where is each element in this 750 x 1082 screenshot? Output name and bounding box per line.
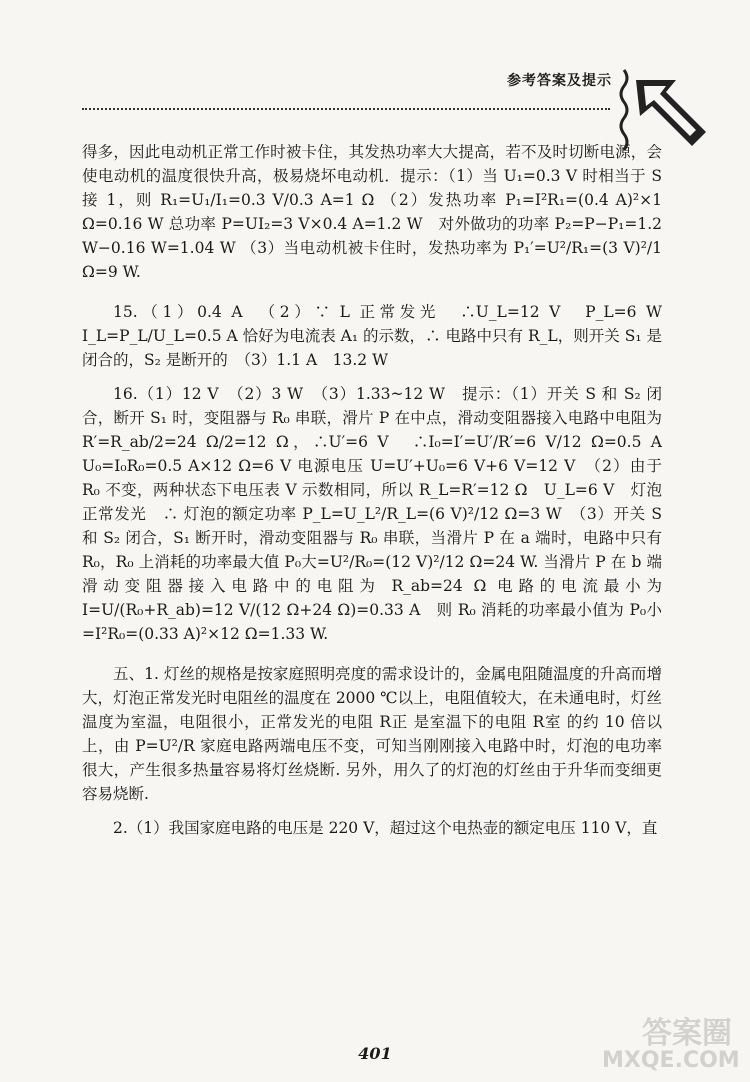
- running-header: 参考答案及提示: [507, 73, 612, 89]
- watermark-top-text: 答案圈: [642, 1016, 732, 1051]
- watermark-bottom-text: MXQE.COM: [602, 1048, 740, 1073]
- answer-paragraph-15: 15.（1）0.4 A （2）∵ L 正常发光 ∴U_L=12 V P_L=6 W I_L=P_L/U_L=0.5 A 恰好为电流表 A₁ 的示数，∴ 电路中只有 R_L，则开关 S₁ 是闭合的，S₂ 是断开的 （3）1.1 A 13.2 W: [82, 303, 678, 369]
- answer-paragraph-section5-2: 2.（1）我国家庭电路的电压是 220 V，超过这个电热壶的额定电压 110 V，直: [113, 819, 658, 837]
- answer-paragraph-section5-1: 五、1. 灯丝的规格是按家庭照明亮度的需求设计的，金属电阻随温度的升高而增大，灯泡正常发光时电阻丝的温度在 2000 ℃以上，电阻值较大，在未通电时，灯丝温度为室温，电阻很小，正常发光的电阻 R正 是室温下的电阻 R室 的约 10 倍以上，由 P=U²/R 家庭电路两端电压不变，可知当刚刚接入电路中时，灯泡的电功率很大，产生很多热量容易将灯丝烧断. 另外，用久了的灯泡的灯丝由于升华而变细更容易烧断.: [82, 665, 662, 803]
- answer-content: [82, 140, 678, 850]
- watermark-logo: [602, 1008, 740, 1078]
- header-dotted-rule: [82, 108, 610, 110]
- page-number: 401: [358, 1044, 392, 1063]
- answer-paragraph-16: 16.（1）12 V （2）3 W （3）1.33~12 W 提示：（1）开关 S 和 S₂ 闭合，断开 S₁ 时，变阻器与 R₀ 串联，滑片 P 在中点，滑动变阻器接入电路中电阻为 R′=R_ab/2=24 Ω/2=12 Ω，∴U′=6 V ∴I₀=I′=U′/R′=6 V/12 Ω=0.5 A U₀=I₀R₀=0.5 A×12 Ω=6 V 电源电压 U=U′+U₀=6 V+6 V=12 V （2）由于 R₀ 不变，两种状态下电压表 V 示数相同，所以 R_L=R′=12 Ω U_L=6 V 灯泡正常发光 ∴ 灯泡的额定功率 P_L=U_L²/R_L=(6 V)²/12 Ω=3 W （3）开关 S 和 S₂ 闭合，S₁ 断开时，滑动变阻器与 R₀ 串联，当滑片 P 在 a 端时，电路中只有 R₀，R₀ 上消耗的功率最大值 P₀大=U²/R₀=(12 V)²/12 Ω=24 W. 当滑片 P 在 b 端滑动变阻器接入电路中的电阻为 R_ab=24 Ω 电路的电流最小为 I=U/(R₀+R_ab)=12 V/(12 Ω+24 Ω)=0.33 A 则 R₀ 消耗的功率最小值为 P₀小=I²R₀=(0.33 A)²×12 Ω=1.33 W.: [82, 385, 678, 643]
- answer-paragraph-motor: 得多，因此电动机正常工作时被卡住，其发热功率大大提高，若不及时切断电源，会使电动机的温度很快升高，极易烧坏电动机．提示：（1）当 U₁=0.3 V 时相当于 S 接 1，则 R₁=U₁/I₁=0.3 V/0.3 A=1 Ω （2）发热功率 P₁=I²R₁=(0.4 A)²×1 Ω=0.16 W 总功率 P=UI₂=3 V×0.4 A=1.2 W 对外做功的功率 P₂=P−P₁=1.2 W−0.16 W=1.04 W （3）当电动机被卡住时，发热功率为 P₁′=U²/R₁=(3 V)²/1 Ω=9 W.: [82, 143, 662, 281]
